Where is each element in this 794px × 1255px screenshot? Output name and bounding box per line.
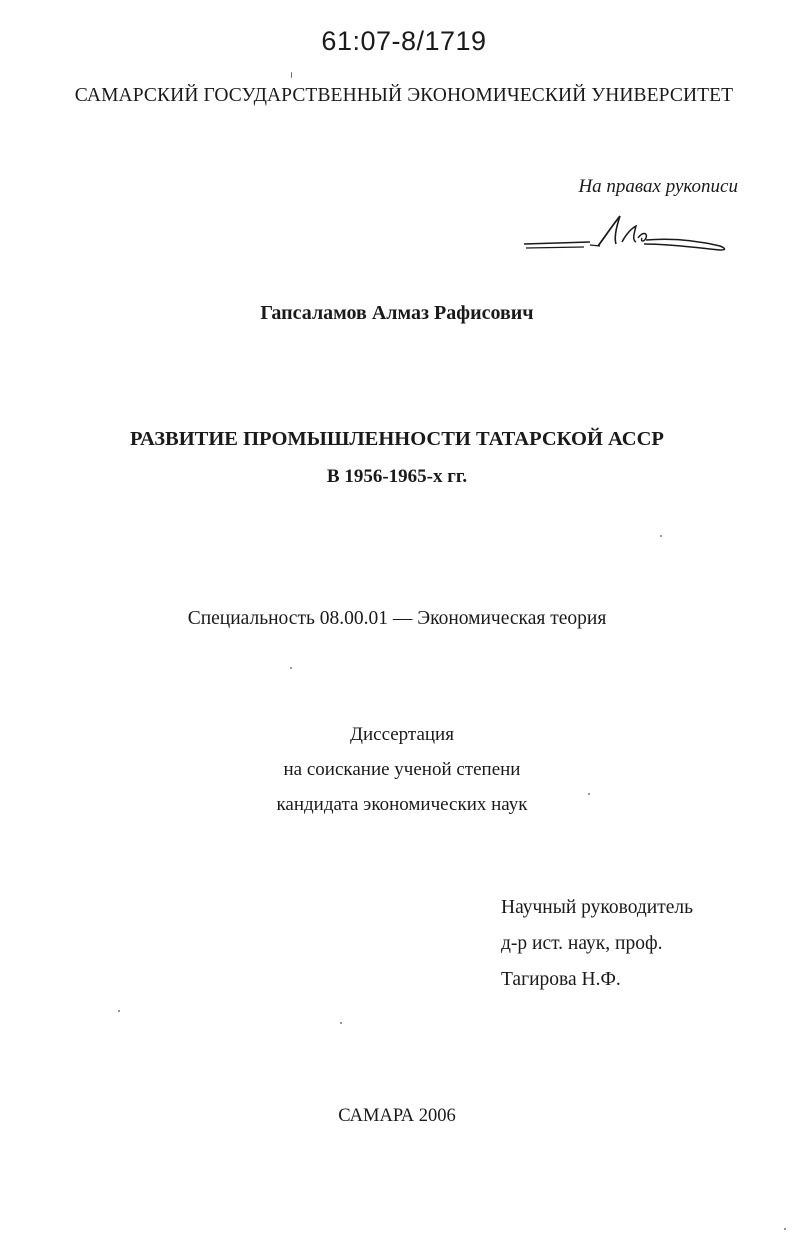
- author-signature: [520, 212, 730, 262]
- author-name: Гапсаламов Алмаз Рафисович: [260, 302, 534, 324]
- scan-speck: [340, 1022, 342, 1024]
- city-year: САМАРА 2006: [338, 1106, 456, 1126]
- scan-speck: [660, 535, 662, 537]
- scan-speck: [784, 1228, 786, 1230]
- supervisor-name: Тагирова Н.Ф.: [501, 969, 621, 990]
- manuscript-rights-note: На правах рукописи: [578, 176, 738, 197]
- dissertation-title-line-1: РАЗВИТИЕ ПРОМЫШЛЕННОСТИ ТАТАРСКОЙ АССР: [130, 428, 664, 450]
- dissertation-label: Диссертация: [350, 724, 454, 745]
- degree-purpose: на соискание ученой степени: [283, 759, 521, 780]
- scan-speck: [291, 72, 292, 78]
- scan-speck: [290, 667, 292, 669]
- dissertation-degree-block: [0, 717, 794, 822]
- supervisor-block: [501, 890, 693, 998]
- supervisor-degree: д-р ист. наук, проф.: [501, 933, 663, 954]
- degree-name: кандидата экономических наук: [276, 794, 528, 815]
- specialty: Специальность 08.00.01 — Экономическая теория: [187, 608, 607, 629]
- university-name: САМАРСКИЙ ГОСУДАРСТВЕННЫЙ ЭКОНОМИЧЕСКИЙ УНИВЕРСИТЕТ: [74, 85, 734, 106]
- dissertation-title-line-2: В 1956-1965-х гг.: [326, 466, 468, 487]
- supervisor-role: Научный руководитель: [501, 897, 694, 918]
- scan-speck: [588, 793, 590, 795]
- scan-speck: [118, 1010, 120, 1012]
- archive-stamp-number: 61:07-8/1719: [321, 26, 487, 56]
